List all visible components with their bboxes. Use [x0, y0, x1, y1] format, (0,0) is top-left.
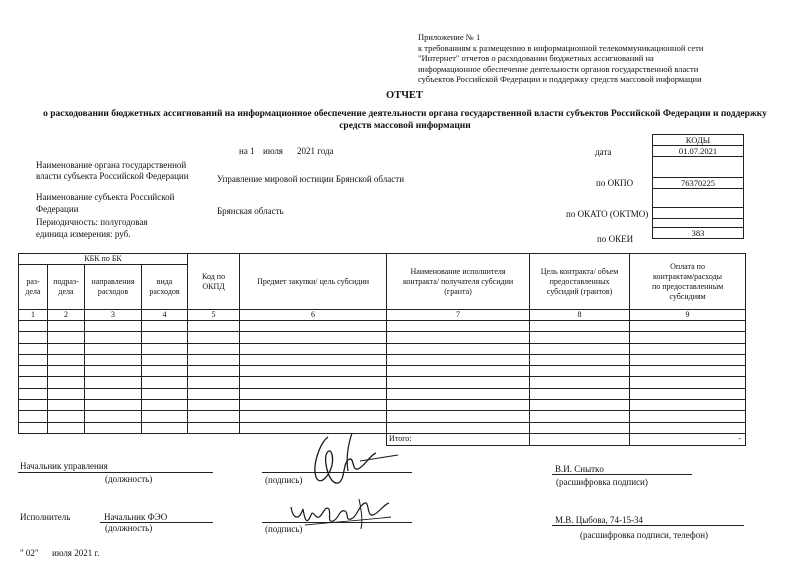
- org-label-2: власти субъекта Российской Федерации: [36, 171, 189, 181]
- table-row: [19, 321, 746, 332]
- col-number-9: 9: [630, 310, 746, 321]
- table-cell: [188, 422, 240, 433]
- table-cell: [530, 366, 630, 377]
- head-sign-caption: (подпись): [265, 475, 303, 485]
- table-cell: [240, 354, 387, 365]
- table-cell: [85, 366, 142, 377]
- annex-line-3: "Интернет" отчетов о расходовании бюджетных ассигнований на: [418, 53, 654, 63]
- table-cell: [240, 332, 387, 343]
- table-cell: [48, 354, 85, 365]
- table-cell: [85, 321, 142, 332]
- table-cell: [48, 366, 85, 377]
- table-cell: [19, 366, 48, 377]
- table-row: [19, 366, 746, 377]
- periodicity: Периодичность: полугодовая: [36, 217, 148, 227]
- executor-name: М.В. Цыбова, 74-15-34: [555, 515, 644, 525]
- table-cell: [240, 321, 387, 332]
- col-oplata-line-3: по предоставленным: [651, 281, 724, 291]
- table-cell: [530, 411, 630, 422]
- subject-label-2: Федерации: [36, 204, 79, 214]
- col-number-3: 3: [85, 310, 142, 321]
- col-cel: [530, 254, 630, 310]
- executor-name-caption: (расшифровка подписи, телефон): [580, 530, 709, 540]
- executor-signature-image: [285, 495, 395, 535]
- table-cell: [19, 388, 48, 399]
- annex-line-4: информационное обеспечение деятельности органов государственной власти: [418, 63, 699, 74]
- table-cell: [85, 411, 142, 422]
- table-cell: [630, 321, 746, 332]
- col-cel-line-2: предоставленных: [549, 276, 610, 286]
- table-cell: [530, 321, 630, 332]
- table-cell: [630, 422, 746, 433]
- table-cell: [387, 343, 530, 354]
- col-oplata-line-2: контрактам/расходы: [653, 271, 723, 281]
- table-cell: [240, 343, 387, 354]
- col-number-8: 8: [530, 310, 630, 321]
- kbk-header: КБК по БК: [19, 254, 188, 265]
- col-ispolnitel-line-1: Наименование исполнителя: [410, 266, 506, 276]
- table-cell: [142, 400, 188, 411]
- table-row: [19, 388, 746, 399]
- table-cell: [188, 377, 240, 388]
- table-cell: [530, 400, 630, 411]
- col-oplata-line-4: субсидиям: [669, 291, 706, 301]
- table-cell: [85, 388, 142, 399]
- table-cell: [19, 354, 48, 365]
- annex-line-5: субъектов Российской Федерации и поддержку средств массовой информации: [418, 74, 702, 84]
- executor-label: Исполнитель: [20, 512, 71, 522]
- head-position-line: [18, 472, 213, 473]
- table-cell: [630, 354, 746, 365]
- col-vida: [142, 265, 188, 310]
- codes-okato-label: по ОКАТО (ОКТМО): [566, 209, 649, 219]
- table-cell: [48, 332, 85, 343]
- table-cell: [188, 354, 240, 365]
- table-cell: [142, 366, 188, 377]
- table-row: [19, 411, 746, 422]
- table-cell: [630, 377, 746, 388]
- annex-block: [418, 32, 778, 85]
- col-number-1: 1: [19, 310, 48, 321]
- table-row: [19, 400, 746, 411]
- head-name-caption: (расшифровка подписи): [556, 477, 648, 487]
- table-cell: [188, 321, 240, 332]
- empty-rows: [19, 321, 746, 434]
- col-number-5: 5: [188, 310, 240, 321]
- table-cell: [19, 321, 48, 332]
- codes-blank-1: [653, 157, 744, 178]
- codes-date-label: дата: [595, 147, 612, 157]
- col-ispolnitel: [387, 254, 530, 310]
- unit: единица измерения: руб.: [36, 229, 131, 239]
- executor-name-line: [552, 525, 744, 526]
- head-label: Начальник управления: [20, 461, 108, 471]
- col-vida-line-1: вида: [156, 277, 173, 286]
- col-ispolnitel-line-3: (гранта): [444, 286, 472, 296]
- table-cell: [19, 411, 48, 422]
- table-cell: [630, 332, 746, 343]
- table-cell: [188, 400, 240, 411]
- codes-okei-value: 383: [653, 228, 744, 239]
- table-cell: [19, 400, 48, 411]
- col-oplata: [630, 254, 746, 310]
- table-cell: [188, 411, 240, 422]
- table-cell: [240, 377, 387, 388]
- table-cell: [142, 354, 188, 365]
- codes-table: [652, 134, 744, 239]
- table-cell: [85, 343, 142, 354]
- col-razdela: раз-дела: [19, 265, 48, 310]
- table-cell: [630, 366, 746, 377]
- table-cell: [142, 388, 188, 399]
- executor-sign-caption: (подпись): [265, 524, 303, 534]
- col-okpd-line-2: ОКПД: [202, 281, 225, 291]
- table-cell: [48, 422, 85, 433]
- table-cell: [19, 377, 48, 388]
- col-predmet: Предмет закупки/ цель субсидии: [240, 254, 387, 310]
- table-cell: [387, 332, 530, 343]
- table-cell: [48, 400, 85, 411]
- subject-label-1: Наименование субъекта Российской: [36, 192, 175, 202]
- table-cell: [142, 332, 188, 343]
- codes-date-value: 01.07.2021: [653, 146, 744, 157]
- head-name-line: [552, 474, 692, 475]
- table-cell: [240, 400, 387, 411]
- annex-line-1: Приложение № 1: [418, 32, 481, 42]
- col-podrazdela-line-2: дела: [58, 287, 74, 296]
- col-number-2: 2: [48, 310, 85, 321]
- table-cell: [48, 343, 85, 354]
- table-cell: [142, 422, 188, 433]
- col-podrazdela-line-1: подраз-: [53, 277, 79, 286]
- itogo-value: -: [630, 433, 746, 445]
- col-napravleniya-line-2: расходов: [97, 287, 129, 296]
- report-subtitle: о расходовании бюджетных ассигнований на информационное обеспечение деятельности органа государственной власти субъектов Российской Федерации и поддержку средств массовой информации: [43, 109, 767, 131]
- sign-date-rest: июля 2021 г.: [52, 548, 100, 558]
- table-cell: [188, 388, 240, 399]
- subject-value: Брянская область: [217, 206, 284, 216]
- table-row: [19, 332, 746, 343]
- table-cell: [85, 400, 142, 411]
- date-month: июля: [263, 146, 283, 156]
- table-cell: [188, 332, 240, 343]
- table-cell: [142, 411, 188, 422]
- table-row: [19, 354, 746, 365]
- col-podrazdela: [48, 265, 85, 310]
- codes-okato-value: [653, 208, 744, 219]
- table-cell: [630, 343, 746, 354]
- col-number-4: 4: [142, 310, 188, 321]
- table-row: [19, 377, 746, 388]
- codes-okpo-label: по ОКПО: [596, 178, 634, 188]
- col-number-7: 7: [387, 310, 530, 321]
- table-cell: [142, 321, 188, 332]
- table-cell: [85, 377, 142, 388]
- col-okpd: [188, 254, 240, 310]
- table-cell: [240, 411, 387, 422]
- codes-blank-2: [653, 189, 744, 208]
- table-cell: [85, 332, 142, 343]
- table-cell: [530, 377, 630, 388]
- itogo-cel: [530, 433, 630, 445]
- column-numbers-row: [19, 310, 746, 321]
- col-cel-line-1: Цель контракта/ объем: [540, 266, 619, 276]
- table-cell: [630, 388, 746, 399]
- table-cell: [19, 422, 48, 433]
- codes-okpo-value: 76370225: [653, 178, 744, 189]
- table-cell: [19, 332, 48, 343]
- codes-okei-label: по ОКЕИ: [597, 234, 634, 244]
- report-table: [18, 253, 746, 446]
- executor-position-caption: (должность): [105, 523, 153, 533]
- executor-position: Начальник ФЭО: [104, 512, 168, 522]
- codes-blank-3: [653, 219, 744, 228]
- table-cell: [19, 343, 48, 354]
- table-cell: [188, 366, 240, 377]
- col-number-6: 6: [240, 310, 387, 321]
- date-year: 2021 года: [297, 146, 334, 156]
- table-cell: [48, 388, 85, 399]
- org-value: Управление мировой юстиции Брянской области: [217, 174, 405, 184]
- col-ispolnitel-line-2: контракта/ получателя субсидии: [402, 276, 514, 286]
- head-name: В.И. Сныткo: [555, 464, 604, 474]
- table-cell: [48, 411, 85, 422]
- table-cell: [530, 422, 630, 433]
- table-cell: [142, 343, 188, 354]
- annex-line-2: к требованиям к размещению в информационной телекоммуникационной сети: [418, 42, 704, 53]
- table-cell: [530, 343, 630, 354]
- codes-header: КОДЫ: [653, 135, 744, 146]
- col-vida-line-2: расходов: [149, 287, 180, 296]
- table-cell: [387, 400, 530, 411]
- table-cell: [48, 377, 85, 388]
- col-okpd-line-1: Код по: [202, 271, 226, 281]
- table-cell: [530, 354, 630, 365]
- head-signature-image: [290, 425, 410, 495]
- col-napravleniya: [85, 265, 142, 310]
- table-cell: [530, 388, 630, 399]
- table-cell: [240, 388, 387, 399]
- table-cell: [387, 377, 530, 388]
- col-oplata-line-1: Оплата по: [670, 261, 705, 271]
- head-position-caption: (должность): [105, 474, 153, 484]
- table-cell: [240, 366, 387, 377]
- table-cell: [387, 354, 530, 365]
- sign-date-day: " 02": [20, 548, 39, 558]
- table-cell: [387, 411, 530, 422]
- table-cell: [142, 377, 188, 388]
- date-prefix: на 1: [239, 146, 255, 156]
- report-title: ОТЧЕТ: [386, 90, 423, 101]
- table-cell: [630, 411, 746, 422]
- table-cell: [85, 422, 142, 433]
- col-napravleniya-line-1: направления: [91, 277, 135, 286]
- table-cell: [387, 321, 530, 332]
- table-cell: [48, 321, 85, 332]
- table-cell: [387, 388, 530, 399]
- table-cell: [387, 366, 530, 377]
- itogo-label: Итого:: [387, 433, 530, 445]
- table-cell: [530, 332, 630, 343]
- org-label-1: Наименование органа государственной: [36, 160, 187, 170]
- table-cell: [630, 400, 746, 411]
- table-cell: [85, 354, 142, 365]
- table-row: [19, 343, 746, 354]
- col-cel-line-3: субсидий (грантов): [546, 286, 613, 296]
- table-cell: [188, 343, 240, 354]
